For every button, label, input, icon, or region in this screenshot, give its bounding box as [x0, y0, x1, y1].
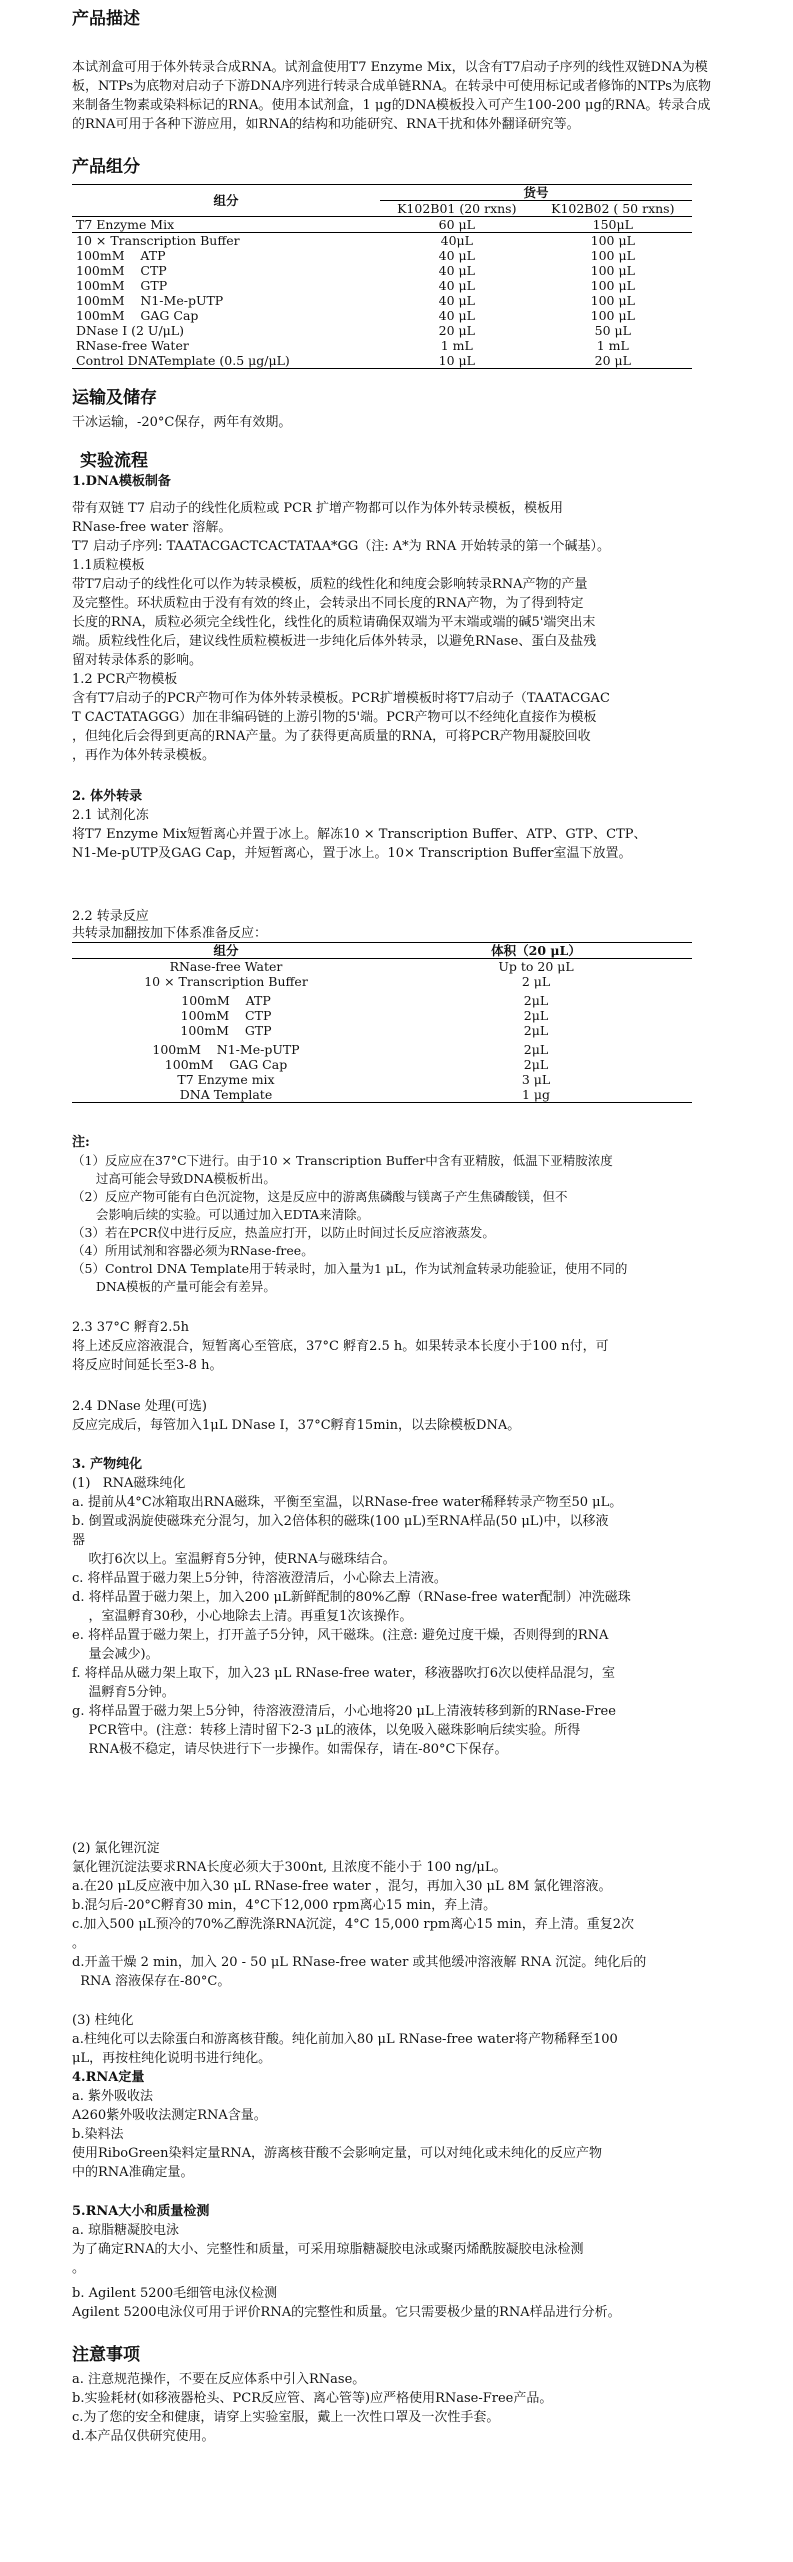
component-cell-name: Control DNATemplate (0.5 μg/μL) [72, 353, 380, 369]
reaction-cell-name: 100mM ATP [181, 993, 271, 1008]
method-1-title: (1) RNA磁珠纯化 [72, 1476, 186, 1491]
component-cell-name: DNase I (2 U/μL) [76, 323, 184, 338]
component-cell-name: 100mM ATP [76, 248, 166, 263]
reaction-cell-volume: 2μL [523, 1008, 549, 1023]
component-cell-b: 100 μL [590, 278, 635, 293]
component-cell-a: 20 μL [438, 323, 475, 338]
notes-label: 注: [72, 1135, 90, 1150]
col-k102b02: K102B02 ( 50 rxns) [534, 201, 692, 217]
component-row [72, 248, 692, 263]
description-text: 本试剂盒可用于体外转录合成RNA。试剂盒使用T7 Enzyme Mix，以含有T7启动子序列的线性双链DNA为模板，NTPs为底物对启动子下游DNA序列进行转录合成单链RNA。在转录中可使用标记或者修饰的NTPs为底物来制备生物素或染料标记的RNA。使用本试剂盒，1 μg的DNA模板投入可产生100-200 μg的RNA。转录合成的RNA可用于各种下游应用，如RNA的结构和功能研究、RNA干扰和体外翻译研究等。 [72, 60, 711, 132]
step-2-1-title: 2.1 试剂化冻 [72, 808, 149, 823]
component-row [72, 233, 692, 249]
method-1-steps: a. 提前从4°C冰箱取出RNA磁珠，平衡至室温，以RNase-free water稀释转录产物至50 μL。 b. 倒置或涡旋使磁珠充分混匀，加入2倍体积的磁珠(100 μL)至RNA样品(50 μL)中，以移液 器 吹打6次以上。室温孵育5分钟，使RNA与磁珠结合。 c. 将样品置于磁力架上5分钟，待溶液澄清后，小心除去上清液。 d. 将样品置于磁力架上，加入200 μL新鲜配制的80%乙醇（RNase-free water配制）冲洗磁珠 ，室温孵育30秒，小心地除去上清。再重复1次该操作。 e. 将样品置于磁力架上，打开盖子5分钟，风干磁珠。(注意: 避免过度干燥，否则得到的RNA 量会减少)。 f. 将样品从磁力架上取下，加入23 μL RNase-free water，移液器吹打6次以使样品混匀，室 温孵育5分钟。 g. 将样品置于磁力架上5分钟，待溶液澄清后，小心地将20 μL上清液转移到新的RNase-Free PCR管中。(注意：转移上清时留下2-3 μL的液体，以免吸入磁珠影响后续实验。所得 RNA极不稳定，请尽快进行下一步操作。如需保存，请在-80°C下保存。 [72, 1495, 631, 1757]
component-row [72, 308, 692, 323]
reaction-row [72, 989, 692, 1008]
step-2-3-title: 2.3 37°C 孵育2.5h [72, 1320, 189, 1335]
reaction-row [72, 1023, 692, 1038]
col-catno: 货号 [380, 185, 692, 201]
step-1-1-text: 带T7启动子的线性化可以作为转录模板，质粒的线性化和纯度会影响转录RNA产物的产量 及完整性。环状质粒由于没有有效的终止，会转录出不同长度的RNA产物，为了得到特定 长度的RNA，质粒必须完全线性化，线性化的质粒请确保双端为平末端或端的碱5'端突出末 端。质粒线性化后，建议线性质粒模板进一步纯化后体外转录，以避免RNase、蛋白及盐残 留对转录体系的影响。 [72, 577, 597, 668]
rx-col-volume: 体积（20 μL） [380, 943, 692, 959]
rx-col-component: 组分 [72, 943, 380, 959]
component-cell-b: 1 mL [596, 338, 629, 353]
component-row [72, 323, 692, 338]
step-2-2-intro: 共转录加翻按加下体系准备反应： [72, 926, 268, 941]
components-table [72, 184, 692, 369]
reaction-cell-name: 100mM CTP [180, 1008, 272, 1023]
component-cell-b: 100 μL [590, 233, 635, 248]
reaction-cell-volume: 2μL [523, 1023, 549, 1038]
step-2-4-text: 反应完成后，每管加入1μL DNase I，37°C孵育15min，以去除模板DNA。 [72, 1418, 521, 1433]
reaction-cell-volume: 3 μL [521, 1072, 551, 1087]
step-4-title: 4.RNA定量 [72, 2070, 145, 2085]
reaction-notes: （1）反应应在37°C下进行。由于10 × Transcription Buffer中含有亚精胺，低温下亚精胺浓度 过高可能会导致DNA模板析出。 （2）反应产物可能有白色沉淀物，这是反应中的游离焦磷酸与镁离子产生焦磷酸镁，但不 会影响后续的实验。可以通过加入EDTA来清除。 （3）若在PCR仪中进行反应，热盖应打开，以防止时间过长反应溶液蒸发。 （4）所用试剂和容器必须为RNase-free。 （5）Control DNA Template用于转录时，加入量为1 μL，作为试剂盒转录功能验证，使用不同的 DNA模板的产量可能会有差异。 [72, 1153, 628, 1294]
component-cell-a: 10 μL [380, 353, 534, 369]
component-cell-b: 100 μL [590, 263, 635, 278]
component-cell-name: 100mM GTP [76, 278, 168, 293]
component-cell-name: RNase-free Water [76, 338, 189, 353]
component-row [72, 293, 692, 308]
notes-list: a. 注意规范操作，不要在反应体系中引入RNase。 b.实验耗材(如移液器枪头、PCR反应管、离心管等)应严格使用RNase-Free产品。 c.为了您的安全和健康，请穿上实验室服，戴上一次性口罩及一次性手套。 d.本产品仅供研究使用。 [72, 2372, 553, 2444]
component-cell-a: 60 μL [380, 217, 534, 233]
reaction-row [72, 974, 692, 989]
reaction-cell-name: 100mM GTP [180, 1023, 272, 1038]
section-title-storage: 运输及储存 [72, 388, 157, 408]
component-cell-name: T7 Enzyme Mix [72, 217, 380, 233]
reaction-row [72, 1057, 692, 1072]
reaction-cell-volume: 2μL [523, 1057, 549, 1072]
reaction-cell-volume: 2μL [523, 1042, 549, 1057]
reaction-cell-volume: 2μL [523, 993, 549, 1008]
section-title-description: 产品描述 [72, 9, 140, 29]
reaction-cell-volume: Up to 20 μL [498, 959, 574, 974]
component-cell-a: 40 μL [438, 293, 475, 308]
component-row [72, 338, 692, 353]
component-row [72, 353, 692, 369]
step-3-title: 3. 产物纯化 [72, 1457, 143, 1472]
reaction-row [72, 1072, 692, 1087]
section-title-notes: 注意事项 [72, 2345, 140, 2365]
reaction-row [72, 1087, 692, 1103]
document-page [72, 8, 722, 2446]
reaction-cell-name: DNA Template [72, 1087, 380, 1103]
reaction-row [72, 1038, 692, 1057]
section-title-protocol: 实验流程 [80, 451, 148, 471]
component-cell-b: 20 μL [534, 353, 692, 369]
reaction-row [72, 1008, 692, 1023]
step-1-intro: 带有双链 T7 启动子的线性化质粒或 PCR 扩增产物都可以作为体外转录模板，模板用 RNase-free water 溶解。 T7 启动子序列: TAATACGACTCACTATAA*GG（注: A*为 RNA 开始转录的第一个碱基）。 [72, 501, 610, 554]
component-cell-name: 100mM CTP [76, 263, 167, 278]
step-5-text: a. 琼脂糖凝胶电泳 为了确定RNA的大小、完整性和质量，可采用琼脂糖凝胶电泳或聚丙烯酰胺凝胶电泳检测 。 b. Agilent 5200毛细管电泳仪检测 Agilent 5200电泳仪可用于评价RNA的完整性和质量。它只需要极少量的RNA样品进行分析。 [72, 2223, 621, 2320]
component-cell-b: 150μL [534, 217, 692, 233]
component-cell-name: 10 × Transcription Buffer [76, 233, 240, 248]
reaction-cell-volume: 2 μL [521, 974, 551, 989]
reaction-cell-name: 100mM GAG Cap [164, 1057, 288, 1072]
step-1-2-title: 1.2 PCR产物模板 [72, 672, 178, 687]
component-cell-b: 100 μL [590, 293, 635, 308]
step-5-title: 5.RNA大小和质量检测 [72, 2204, 210, 2219]
reaction-cell-name: 10 × Transcription Buffer [144, 974, 308, 989]
step-2-1-text: 将T7 Enzyme Mix短暂离心并置于冰上。解冻10 × Transcription Buffer、ATP、GTP、CTP、 N1-Me-pUTP及GAG Cap，并短暂离心，置于冰上。10× Transcription Buffer室温下放置。 [72, 827, 647, 861]
reaction-cell-name: 100mM N1-Me-pUTP [152, 1042, 300, 1057]
component-cell-a: 1 mL [440, 338, 473, 353]
component-cell-name: 100mM GAG Cap [76, 308, 199, 323]
reaction-table [72, 942, 692, 1103]
step-2-2-title: 2.2 转录反应 [72, 909, 149, 924]
method-3-steps: a.柱纯化可以去除蛋白和游离核苷酸。纯化前加入80 μL RNase-free water将产物稀释至100 μL，再按柱纯化说明书进行纯化。 [72, 2032, 618, 2066]
step-1-1-title: 1.1质粒模板 [72, 558, 145, 573]
col-k102b01: K102B01 (20 rxns) [380, 201, 534, 217]
step-1-2-text: 含有T7启动子的PCR产物可作为体外转录模板。PCR扩增模板时将T7启动子（TAATACGAC T CACTATAGGG）加在非编码链的上游引物的5'端。PCR产物可以不经纯化直接作为模板 ，但纯化后会得到更高的RNA产量。为了获得更高质量的RNA，可将PCR产物用凝胶回收 ，再作为体外转录模板。 [72, 691, 610, 763]
section-title-components: 产品组分 [72, 157, 140, 177]
col-component: 组分 [72, 185, 380, 217]
step-1-title: 1.DNA模板制备 [72, 474, 171, 489]
component-cell-a: 40 μL [438, 278, 475, 293]
component-cell-a: 40 μL [438, 308, 475, 323]
reaction-row [72, 959, 692, 975]
component-cell-b: 50 μL [594, 323, 631, 338]
component-row [72, 217, 692, 233]
reaction-cell-name: T7 Enzyme mix [177, 1072, 275, 1087]
component-row [72, 263, 692, 278]
component-cell-b: 100 μL [590, 308, 635, 323]
step-2-title: 2. 体外转录 [72, 789, 143, 804]
component-row [72, 278, 692, 293]
step-4-text: a. 紫外吸收法 A260紫外吸收法测定RNA含量。 b.染料法 使用RiboGreen染料定量RNA，游离核苷酸不会影响定量，可以对纯化或未纯化的反应产物 中的RNA准确定量。 [72, 2089, 603, 2180]
method-2-title: (2) 氯化锂沉淀 [72, 1841, 160, 1856]
component-cell-a: 40μL [440, 233, 473, 248]
method-3-title: (3) 柱纯化 [72, 2013, 134, 2028]
component-cell-b: 100 μL [590, 248, 635, 263]
component-cell-name: 100mM N1-Me-pUTP [76, 293, 224, 308]
method-2-steps: 氯化锂沉淀法要求RNA长度必须大于300nt, 且浓度不能小于 100 ng/μL。 a.在20 μL反应液中加入30 μL RNase-free water ，混匀，再加入30 μL 8M 氯化锂溶液。 b.混匀后-20°C孵育30 min，4°C下12,000 rpm离心15 min，弃上清。 c.加入500 μL预冷的70%乙醇洗涤RNA沉淀，4°C 15,000 rpm离心15 min，弃上清。重复2次 。 d.开盖干燥 2 min，加入 20 - 50 μL RNase-free water 或其他缓冲溶液解 RNA 沉淀。纯化后的 RNA 溶液保存在-80°C。 [72, 1860, 647, 1989]
storage-text: 干冰运输，-20°C保存，两年有效期。 [72, 415, 292, 430]
component-cell-a: 40 μL [438, 248, 475, 263]
component-cell-a: 40 μL [438, 263, 475, 278]
step-2-4-title: 2.4 DNase 处理(可选) [72, 1399, 207, 1414]
reaction-cell-volume: 1 μg [380, 1087, 692, 1103]
step-2-3-text: 将上述反应溶液混合，短暂离心至管底，37°C 孵育2.5 h。如果转录本长度小于100 n付，可 将反应时间延长至3-8 h。 [72, 1339, 609, 1373]
reaction-cell-name: RNase-free Water [169, 959, 283, 974]
